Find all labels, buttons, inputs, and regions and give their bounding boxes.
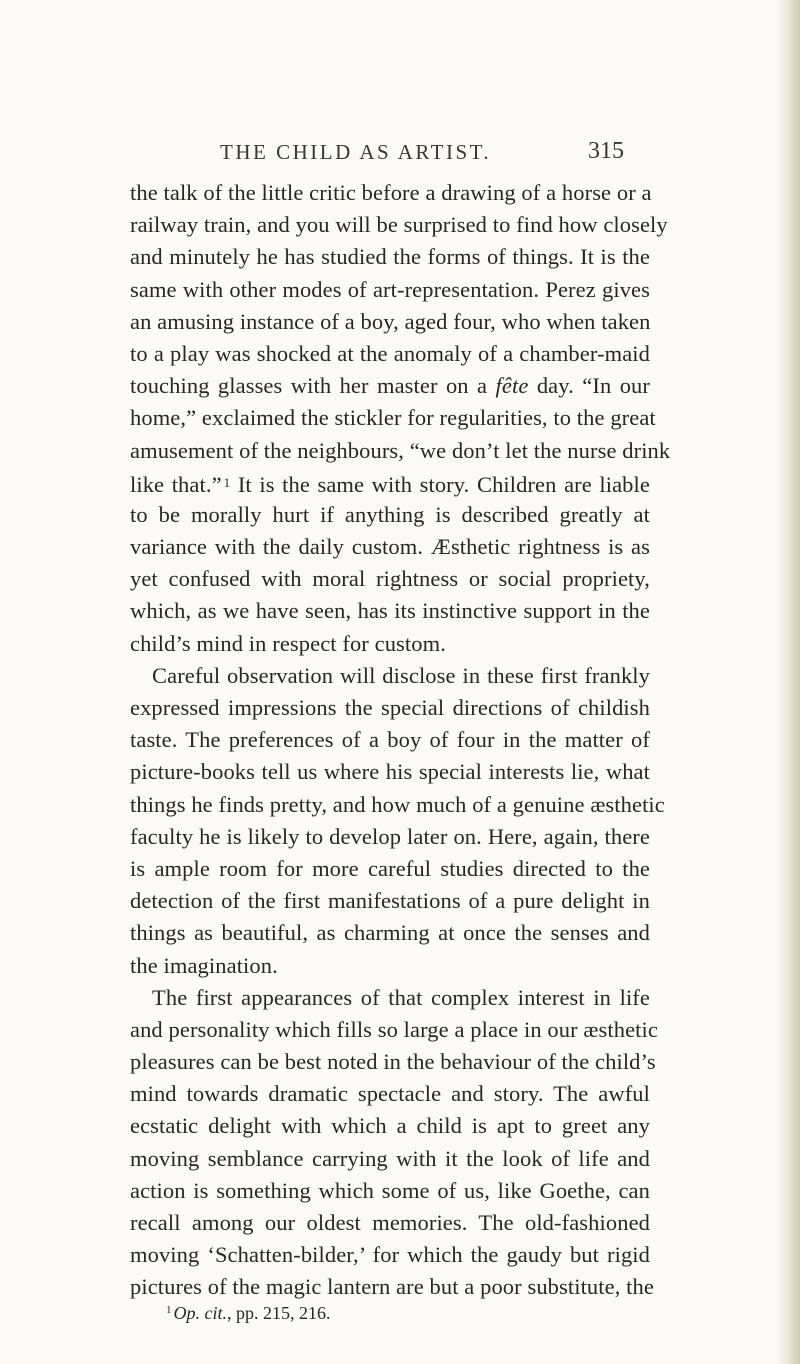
text-line: is ample room for more careful studies directed to the	[130, 855, 650, 881]
text-line: the imagination.	[130, 952, 278, 978]
text-line: faculty he is likely to develop later on. Here, again, there	[130, 823, 650, 849]
text-line: home,” exclaimed the stickler for regularities, to the great	[130, 405, 656, 431]
text-line: yet confused with moral rightness or social propriety,	[130, 566, 650, 592]
text-line: child’s mind in respect for custom.	[130, 630, 446, 656]
running-title: THE CHILD AS ARTIST.	[220, 140, 492, 164]
text-fragment: like that.”	[130, 471, 222, 497]
text-line: variance with the daily custom. Æsthetic rightness is as	[130, 534, 650, 560]
text-line	[130, 370, 650, 402]
text-line: an amusing instance of a boy, aged four, who when taken	[130, 308, 651, 334]
text-line: recall among our oldest memories. The old-fashioned	[130, 1210, 650, 1235]
text-line: to be morally hurt if anything is described greatly at	[130, 501, 650, 527]
running-head	[0, 140, 800, 170]
text-line: to a play was shocked at the anomaly of a chamber-maid	[130, 340, 650, 366]
text-line: taste. The preferences of a boy of four in the matter of	[130, 727, 650, 753]
text-line: same with other modes of art-representation. Perez gives	[130, 276, 650, 302]
text-line: things as beautiful, as charming at once the senses and	[130, 920, 650, 946]
text-line: pictures of the magic lantern are but a poor substitute, the	[130, 1274, 654, 1300]
footnote	[166, 1298, 331, 1325]
italic-word: fête	[495, 373, 529, 399]
text-line	[130, 467, 650, 499]
text-fragment: touching glasses with her master on a	[130, 373, 488, 399]
footnote-reference: 1	[223, 474, 231, 490]
text-line: mind towards dramatic spectacle and story. The awful	[130, 1081, 650, 1107]
text-line: picture-books tell us where his special interests lie, what	[130, 759, 650, 785]
text-line: the talk of the little critic before a drawing of a horse or a	[130, 180, 652, 205]
text-line: moving ‘Schatten-bilder,’ for which the gaudy but rigid	[130, 1242, 650, 1268]
text-line: and minutely he has studied the forms of things. It is the	[130, 244, 650, 270]
text-line: which, as we have seen, has its instinctive support in the	[130, 598, 650, 624]
text-fragment: day. “In our	[528, 373, 650, 399]
text-line: detection of the first manifestations of a pure delight in	[130, 888, 650, 914]
page-edge-shadow	[776, 0, 800, 1364]
footnote-citation: Op. cit.	[173, 1303, 227, 1323]
body-text	[130, 177, 671, 1304]
text-line: Careful observation will disclose in these first frankly	[152, 662, 650, 688]
text-line: The first appearances of that complex interest in life	[152, 984, 650, 1010]
text-line: ecstatic delight with which a child is apt to greet any	[130, 1113, 650, 1139]
footnote-pages: , pp. 215, 216.	[227, 1303, 331, 1323]
footnote-marker: 1	[166, 1304, 172, 1316]
text-fragment: It is the same with story. Children are liable	[230, 471, 650, 497]
text-line: moving semblance carrying with it the look of life and	[130, 1145, 650, 1171]
text-line: pleasures can be best noted in the behaviour of the child’s	[130, 1049, 656, 1075]
text-line: and personality which fills so large a place in our æsthetic	[130, 1016, 658, 1042]
text-line: amusement of the neighbours, “we don’t let the nurse drink	[130, 437, 671, 463]
text-line: action is something which some of us, like Goethe, can	[130, 1177, 650, 1203]
text-line: railway train, and you will be surprised to find how closely	[130, 212, 668, 238]
text-line: things he finds pretty, and how much of a genuine æsthetic	[130, 791, 665, 817]
page-number: 315	[588, 138, 624, 164]
text-line: expressed impressions the special directions of childish	[130, 695, 650, 720]
